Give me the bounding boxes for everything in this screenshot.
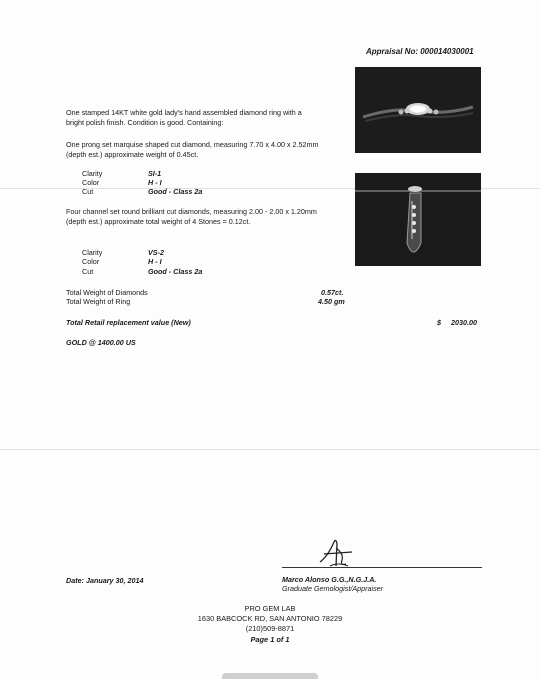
total-ring-value: 4.50 gm <box>318 297 345 306</box>
center-clarity-value: SI-1 <box>148 169 162 178</box>
total-ring-label: Total Weight of Ring <box>66 297 131 306</box>
lab-address: 1630 BABCOCK RD, SAN ANTONIO 78229 <box>197 614 343 623</box>
appraisal-number: Appraisal No: 000014030001 <box>366 47 474 56</box>
appraiser-title: Graduate Gemologist/Appraiser <box>282 584 384 593</box>
side-color-value: H - I <box>148 257 162 266</box>
side-cut-value: Good - Class 2a <box>148 267 203 276</box>
retail-currency: $ <box>437 318 441 327</box>
appraiser-name: Marco Alonso G.G.,N.G.J.A. <box>282 575 377 584</box>
ring-side-view-photo <box>355 173 481 266</box>
appraiser-signature <box>316 536 356 575</box>
scan-edge-tab <box>222 673 318 679</box>
side-clarity-value: VS-2 <box>148 248 164 257</box>
retail-value: 2030.00 <box>451 318 477 327</box>
lab-phone: (210)509-8871 <box>245 624 295 633</box>
side-clarity-label: Clarity <box>82 248 103 257</box>
paper-fold-line <box>0 449 540 450</box>
item-description: One stamped 14KT white gold lady's hand assembled diamond ring with a bright polish finish. Condition is good. Containing: <box>66 108 302 127</box>
center-stone-description: One prong set marquise shaped cut diamond, measuring 7.70 x 4.00 x 2.52mm (depth est.) approximate weight of 0.45ct. <box>66 140 319 159</box>
retail-value-label: Total Retail replacement value (New) <box>66 318 191 327</box>
center-cut-label: Cut <box>82 187 94 196</box>
lab-name: PRO GEM LAB <box>244 604 296 613</box>
side-stones-description: Four channel set round brilliant cut diamonds, measuring 2.00 - 2.00 x 1.20mm (depth est.) approximate total weight of 4 Stones = 0.12ct. <box>66 207 317 226</box>
center-clarity-label: Clarity <box>82 169 103 178</box>
side-color-label: Color <box>82 257 100 266</box>
center-cut-value: Good - Class 2a <box>148 187 203 196</box>
center-color-value: H - I <box>148 178 162 187</box>
signature-line <box>282 567 482 568</box>
total-diamonds-value: 0.57ct. <box>321 288 344 297</box>
page-number: Page 1 of 1 <box>250 635 290 644</box>
gold-price: GOLD @ 1400.00 US <box>66 338 136 347</box>
appraisal-date: Date: January 30, 2014 <box>66 576 144 585</box>
total-diamonds-label: Total Weight of Diamonds <box>66 288 148 297</box>
center-color-label: Color <box>82 178 100 187</box>
ring-top-view-photo <box>355 67 481 153</box>
side-cut-label: Cut <box>82 267 94 276</box>
